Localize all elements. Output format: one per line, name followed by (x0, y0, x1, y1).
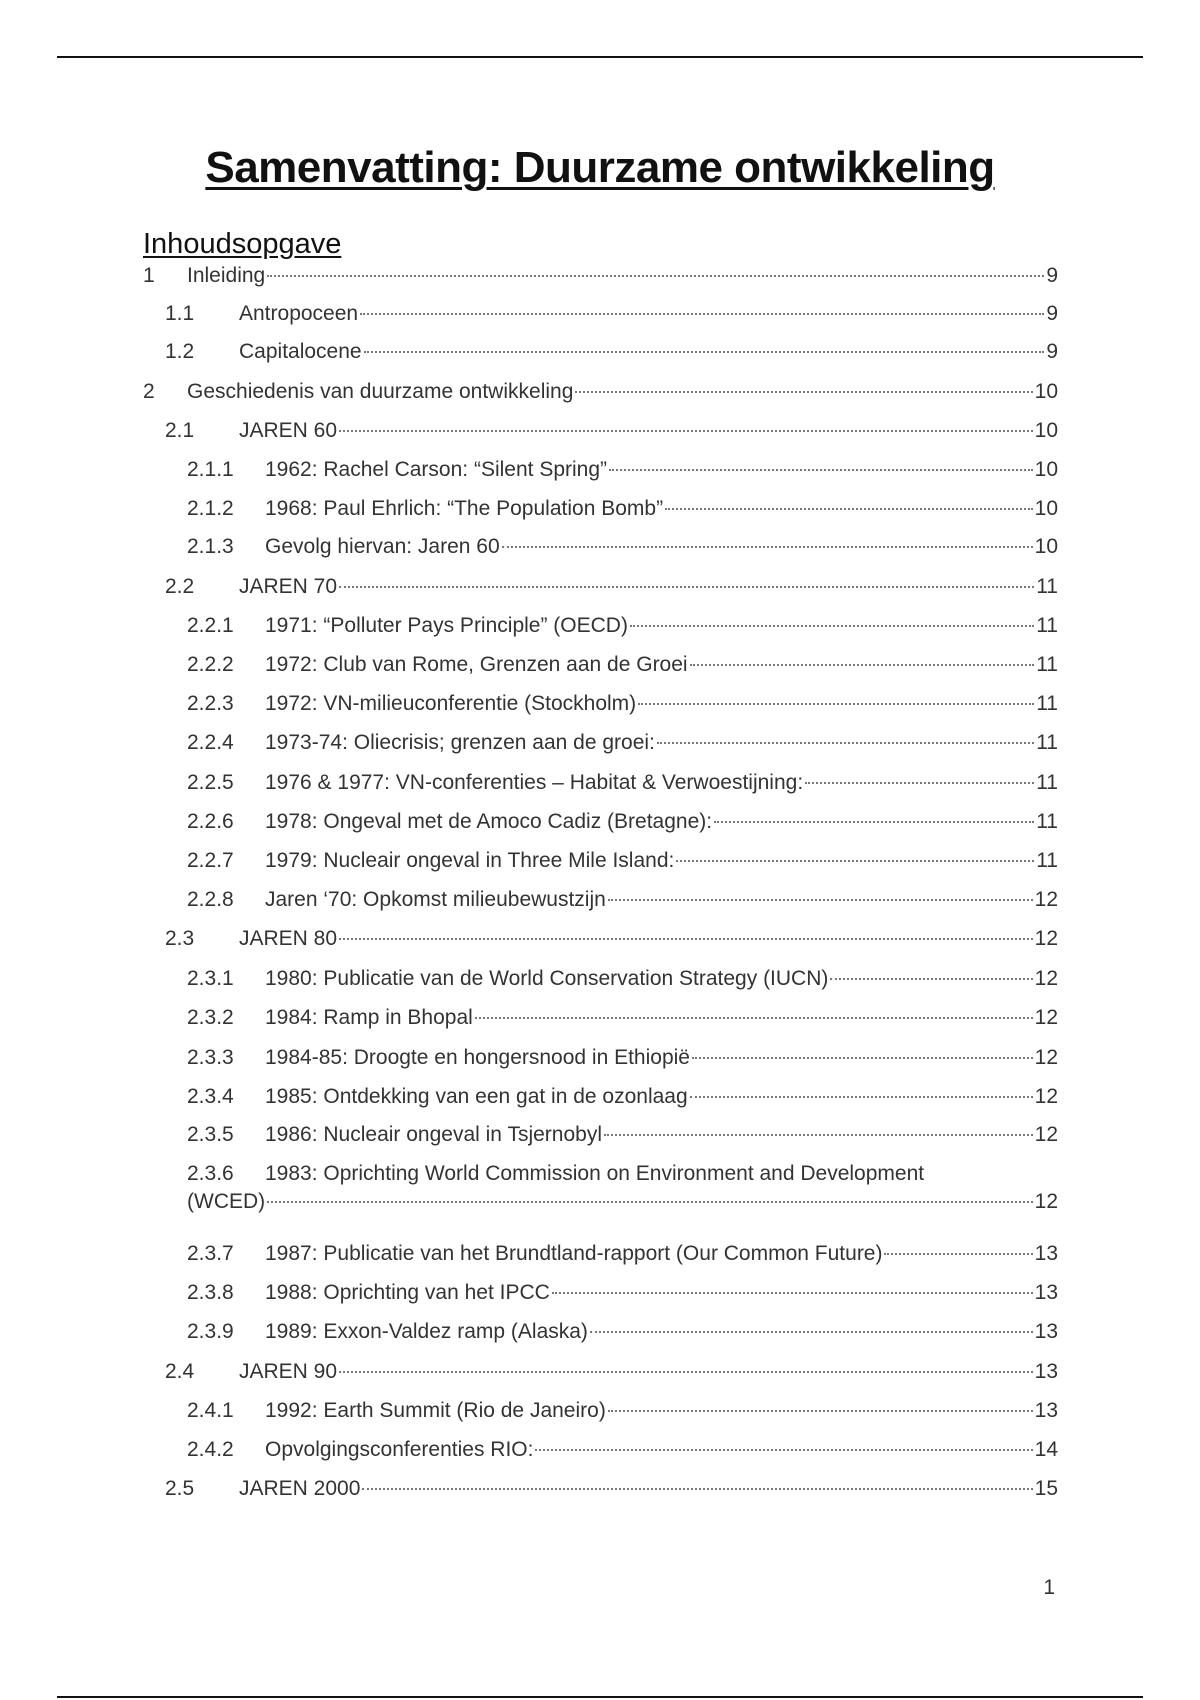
dot-leader (475, 1017, 1033, 1019)
dot-leader (690, 1096, 1033, 1098)
toc-entry-page: 15 (1034, 1477, 1058, 1500)
toc-entry-page: 11 (1036, 575, 1058, 598)
toc-entry-number: 2.2.1 (187, 614, 234, 637)
toc-entry[interactable] (143, 1281, 1058, 1305)
toc-entry-title: JAREN 90 (239, 1360, 338, 1383)
toc-entry-page: 13 (1034, 1242, 1058, 1265)
toc-entry-number: 1.1 (165, 302, 195, 325)
toc-entry-page: 13 (1034, 1399, 1058, 1422)
toc-entry-page: 12 (1034, 1085, 1058, 1108)
toc-entry-number: 2.3.9 (187, 1320, 234, 1343)
toc-entry-title-continued: (WCED) (187, 1190, 266, 1213)
toc-entry[interactable] (143, 692, 1058, 716)
toc-entry-number: 2.2.2 (187, 653, 234, 676)
dot-leader (638, 703, 1034, 705)
toc-entry-number: 2.3.5 (187, 1123, 234, 1146)
toc-entry[interactable] (143, 1006, 1058, 1030)
toc-entry-number: 2.3.6 (187, 1162, 234, 1185)
toc-entry-title: JAREN 80 (239, 927, 338, 950)
dot-leader (805, 782, 1034, 784)
toc-entry-page: 10 (1034, 535, 1058, 558)
dot-leader (364, 351, 1044, 353)
toc-entry[interactable] (143, 771, 1058, 795)
dot-leader (590, 1331, 1033, 1333)
toc-entry[interactable] (143, 1360, 1058, 1384)
dot-leader (830, 978, 1032, 980)
toc-entry-title: 1987: Publicatie van het Brundtland-rapport (Our Common Future) (265, 1242, 883, 1265)
toc-entry-title: JAREN 2000 (239, 1477, 361, 1500)
toc-entry-title: Gevolg hiervan: Jaren 60 (265, 535, 500, 558)
toc-entry-number: 2.2.7 (187, 849, 234, 872)
toc-entry-page: 10 (1034, 497, 1058, 520)
toc-entry[interactable] (143, 1438, 1058, 1462)
toc-entry[interactable] (143, 1477, 1058, 1501)
dot-leader (630, 625, 1034, 627)
toc-entry-page: 9 (1046, 340, 1058, 363)
toc-entry[interactable] (143, 497, 1058, 521)
dot-leader (535, 1449, 1032, 1451)
toc-entry-page: 9 (1046, 264, 1058, 287)
dot-leader (608, 899, 1033, 901)
toc-entry[interactable] (143, 1123, 1058, 1147)
dot-leader (339, 430, 1033, 432)
toc-entry-page: 13 (1034, 1360, 1058, 1383)
dot-leader (502, 546, 1033, 548)
dot-leader (339, 586, 1034, 588)
toc-entry-title: 1972: Club van Rome, Grenzen aan de Groei (265, 653, 688, 676)
toc-entry[interactable] (143, 419, 1058, 443)
dot-leader (884, 1253, 1032, 1255)
dot-leader (609, 469, 1033, 471)
toc-entry-title: 1962: Rachel Carson: “Silent Spring” (265, 458, 608, 481)
toc-entry-number: 2.2.6 (187, 810, 234, 833)
toc-entry-number: 2.3.4 (187, 1085, 234, 1108)
toc-entry-page: 12 (1034, 1046, 1058, 1069)
toc-entry-title: JAREN 60 (239, 419, 338, 442)
document-title: Samenvatting: Duurzame ontwikkeling (205, 143, 995, 192)
toc-entry-title: Opvolgingsconferenties RIO: (265, 1438, 534, 1461)
toc-entry-title: JAREN 70 (239, 575, 338, 598)
toc-entry-page: 10 (1034, 419, 1058, 442)
toc-entry-title: 1984-85: Droogte en hongersnood in Ethiopië (265, 1046, 690, 1069)
toc-entry[interactable] (143, 458, 1058, 482)
toc-entry-page: 11 (1036, 810, 1058, 833)
toc-entry-page: 12 (1034, 1190, 1058, 1213)
toc-entry-number: 2.4.1 (187, 1399, 234, 1422)
dot-leader (360, 313, 1044, 315)
toc-entry[interactable] (143, 264, 1058, 288)
toc-entry-page: 12 (1034, 1123, 1058, 1146)
toc-entry-page: 11 (1036, 731, 1058, 754)
toc-entry[interactable] (143, 927, 1058, 951)
toc-entry-number: 2.3.7 (187, 1242, 234, 1265)
toc-entry[interactable] (143, 340, 1058, 364)
toc-entry-page: 11 (1036, 771, 1058, 794)
toc-entry[interactable] (143, 888, 1058, 912)
toc-entry-title: Antropoceen (239, 302, 359, 325)
dot-leader (575, 391, 1032, 393)
dot-leader (665, 508, 1033, 510)
toc-entry-number: 2.2.8 (187, 888, 234, 911)
toc-entry-title: Capitalocene (239, 340, 362, 363)
toc-entry-page: 10 (1034, 458, 1058, 481)
toc-entry-page: 11 (1036, 653, 1058, 676)
toc-entry[interactable] (143, 849, 1058, 873)
toc-entry-number: 2.2 (165, 575, 195, 598)
dot-leader (267, 275, 1044, 277)
toc-entry-number: 2.1 (165, 419, 195, 442)
toc-entry-number: 2.4.2 (187, 1438, 234, 1461)
toc-entry-title: 1984: Ramp in Bhopal (265, 1006, 473, 1029)
toc-entry[interactable] (143, 810, 1058, 834)
toc-entry-page: 11 (1036, 614, 1058, 637)
toc-entry-number: 2.3.3 (187, 1046, 234, 1069)
toc-entry-page: 11 (1036, 692, 1058, 715)
page-number: 1 (1043, 1576, 1055, 1599)
toc-entry-page: 12 (1034, 888, 1058, 911)
toc-entry-title: 1971: “Polluter Pays Principle” (OECD) (265, 614, 628, 637)
toc-entry[interactable] (143, 653, 1058, 677)
dot-leader (552, 1292, 1033, 1294)
toc-entry-number: 2.5 (165, 1477, 195, 1500)
toc-entry-title: 1980: Publicatie van de World Conservation Strategy (IUCN) (265, 967, 829, 990)
dot-leader (657, 742, 1034, 744)
toc-entry[interactable] (143, 967, 1058, 991)
toc-entry-title: 1983: Oprichting World Commission on Environment and Development (265, 1162, 925, 1185)
dot-leader (604, 1134, 1033, 1136)
toc-entry-title: 1992: Earth Summit (Rio de Janeiro) (265, 1399, 606, 1422)
toc-entry-page: 12 (1034, 927, 1058, 950)
toc-entry-number: 2 (143, 380, 155, 403)
toc-heading: Inhoudsopgave (143, 228, 342, 260)
toc-entry-number: 2.2.3 (187, 692, 234, 715)
toc-entry-number: 2.4 (165, 1360, 195, 1383)
toc-entry-page: 13 (1034, 1281, 1058, 1304)
bottom-rule (57, 1696, 1143, 1698)
toc-entry-number: 2.3.1 (187, 967, 234, 990)
toc-entry-title: 1972: VN-milieuconferentie (Stockholm) (265, 692, 637, 715)
toc-entry-number: 2.2.4 (187, 731, 234, 754)
toc-entry-number: 2.1.3 (187, 535, 234, 558)
toc-entry-number: 2.3.2 (187, 1006, 234, 1029)
toc-entry-number: 2.1.2 (187, 497, 234, 520)
toc-entry[interactable] (143, 380, 1058, 404)
toc-entry[interactable] (143, 1046, 1058, 1070)
toc-entry[interactable] (143, 1242, 1058, 1266)
toc-entry-number: 1.2 (165, 340, 195, 363)
dot-leader (714, 821, 1034, 823)
toc-entry-page: 12 (1034, 967, 1058, 990)
toc-entry-number: 2.3 (165, 927, 195, 950)
toc-entry[interactable] (143, 731, 1058, 755)
toc-entry-page: 12 (1034, 1006, 1058, 1029)
toc-entry-page: 14 (1034, 1438, 1058, 1461)
toc-entry-title: 1988: Oprichting van het IPCC (265, 1281, 550, 1304)
toc-entry-number: 2.3.8 (187, 1281, 234, 1304)
toc-entry-title: 1986: Nucleair ongeval in Tsjernobyl (265, 1123, 602, 1146)
toc-entry-title: 1968: Paul Ehrlich: “The Population Bomb” (265, 497, 664, 520)
toc-entry[interactable] (143, 535, 1058, 559)
toc-entry-title: 1973-74: Oliecrisis; grenzen aan de groei: (265, 731, 655, 754)
toc-entry[interactable] (143, 302, 1058, 326)
toc-entry[interactable] (143, 614, 1058, 638)
dot-leader (608, 1410, 1033, 1412)
toc-entry-number: 1 (143, 264, 155, 287)
toc-entry[interactable] (143, 1399, 1058, 1423)
toc-entry-title: 1985: Ontdekking van een gat in de ozonlaag (265, 1085, 688, 1108)
dot-leader (690, 664, 1035, 666)
toc-entry-page: 11 (1036, 849, 1058, 872)
toc-entry-title: 1989: Exxon-Valdez ramp (Alaska) (265, 1320, 588, 1343)
toc-entry-number: 2.2.5 (187, 771, 234, 794)
toc-entry-number: 2.1.1 (187, 458, 234, 481)
toc-entry[interactable] (143, 1085, 1058, 1109)
top-rule (57, 56, 1143, 58)
dot-leader (692, 1057, 1033, 1059)
toc-entry[interactable] (143, 1320, 1058, 1344)
dot-leader (676, 860, 1034, 862)
dot-leader (267, 1201, 1032, 1203)
toc-entry-title: 1976 & 1977: VN-conferenties – Habitat & Verwoestijning: (265, 771, 804, 794)
dot-leader (339, 938, 1033, 940)
toc-entry-page: 9 (1046, 302, 1058, 325)
toc-entry[interactable] (143, 575, 1058, 599)
toc-entry-page: 10 (1034, 380, 1058, 403)
dot-leader (339, 1371, 1033, 1373)
toc-entry-title: Jaren ‘70: Opkomst milieubewustzijn (265, 888, 606, 911)
toc-entry-page: 13 (1034, 1320, 1058, 1343)
toc-entry-title: Geschiedenis van duurzame ontwikkeling (187, 380, 574, 403)
toc-entry-title: 1978: Ongeval met de Amoco Cadiz (Bretagne): (265, 810, 713, 833)
dot-leader (362, 1488, 1032, 1490)
toc-entry-title: 1979: Nucleair ongeval in Three Mile Island: (265, 849, 675, 872)
toc-entry[interactable] (143, 1162, 1058, 1214)
toc-entry-title: Inleiding (187, 264, 266, 287)
